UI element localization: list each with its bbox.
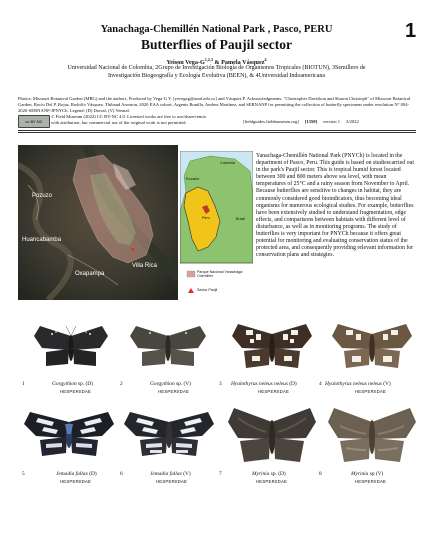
park-legend-swatch (187, 271, 195, 277)
specimen-number: 2 (120, 381, 123, 387)
family-label: HESPERIIDAE (60, 479, 92, 484)
specimen-name (52, 381, 93, 388)
map-label-huancabamba: Huancabamba (22, 237, 62, 243)
specimen-number: 1 (22, 381, 25, 387)
specimen-photo-1 (32, 322, 110, 372)
guide-number: [1350] (304, 119, 318, 124)
intro-paragraph: Yanachaga-Chemillén National Park (PNYCh) is located in the department of Pasco, Peru. This guide is based on studiescarried out in the park's Paujil sector. This is tropical humid forest located between 300 and 800 meters above sea level, with mean temperatures of 25°C and a rainy season from November to April. Because butterflies are sensitive to changes in habitat, they are commonly considered good bioindicators, thus becoming ideal organisms for numerous ecological studies. For example, butterflies have been extensively studied to understand fragmentation, edge effects, and comparisons between habitats with different level of disturbance, as well as in monitoring programs. The study of butterflies is very important for PNYCh because it offers great potential for monitoring and evaluating conservation status of the protected area, and consequently providing relevant information for conservation plans and strategies. (256, 153, 414, 259)
specimen-number: 5 (22, 471, 25, 477)
view-label: (D) (287, 381, 297, 387)
inset-map (180, 151, 253, 301)
authors: Yeison Vega-$G^{1,2,3}$ & Pamela Vásquez$^4$ (166, 57, 267, 67)
specimen-photo-3 (230, 318, 314, 374)
species-name: Gorgythion (150, 381, 175, 387)
inset-label-ecuador: Ecuador (186, 177, 200, 181)
specimen-number: 8 (319, 471, 322, 477)
view-label: sp. (V) (174, 381, 191, 387)
specimen-number: 4 (319, 381, 322, 387)
legend-sector-label: Sector Paujil (197, 288, 218, 292)
specimen-photo-6 (124, 410, 214, 460)
affiliation-line-1: Universidad Nacional de Colombia, 2Grupo de Investigación Biología de Organismos Tropicales (BIOTUN), 3Semillero de (67, 65, 366, 71)
family-label: HESPERIIDAE (156, 479, 188, 484)
specimen-number: 3 (219, 381, 222, 387)
inset-label-brasil: Brasil (236, 217, 245, 221)
divider (18, 132, 416, 133)
specimen-number: 6 (120, 471, 123, 477)
cc-license-icon: cc BY NC (18, 115, 50, 128)
specimen-name (252, 471, 286, 478)
license-text (51, 114, 241, 126)
inset-label-peru: Peru (202, 216, 210, 220)
species-name: Gorgythion (52, 381, 77, 387)
specimen-name (56, 471, 97, 478)
family-label: HESPERIIDAE (355, 389, 387, 394)
map-label-oxapampa: Oxapampa (75, 271, 105, 277)
website-link[interactable]: [fieldguides.fieldmuseum.org] (243, 119, 299, 124)
family-label: HESPERIIDAE (355, 479, 387, 484)
map-label-pozuzo: Pozuzo (32, 193, 53, 199)
specimen-photo-4 (330, 318, 414, 374)
license-line-2: with attribution, but commercial use of the original work is not permitted. (51, 120, 187, 125)
specimen-photo-7 (228, 404, 316, 468)
family-label: HESPERIIDAE (256, 479, 288, 484)
specimen-photo-2 (128, 322, 208, 372)
species-name: Hyalothyrus neleus neleus (325, 381, 382, 387)
specimen-photo-5 (24, 410, 114, 460)
view-label: (V) (381, 381, 391, 387)
affiliations (28, 65, 405, 80)
specimen-name (325, 381, 391, 388)
legend-park-label: Parque Nacional Yanachaga Chemillén (197, 270, 243, 279)
satellite-map (18, 145, 178, 300)
view-label: sp. (D) (269, 471, 286, 477)
specimen-photo-8 (328, 404, 416, 468)
affiliation-line-2: Investigación Biogeografía y Ecología Evolutiva (BEEN), & 4Universidad Indoamericana (107, 72, 326, 79)
view-label: (D) (87, 471, 97, 477)
photo-credits: Photos: Missouri Botanical Garden (MBG) and the authors. Produced by Vega-G Y. [yevegag@unal.edu.co] and Vásquez P. Acknowledgments: "Christopher Davidson and Sharon Christoph" of Missouri Botanical Garden, Rocío Del P. Rojas, Rodolfo Vásquez, Thibaud Aronson, 2020 EAA cohort, Argenis Bonilla, Andrea Martínez, and SERNANP for permitting the collection of butterfly specimens under resolution N° 004-2020-SERNANP-JPNYCh. Legend: (D) Dorsal, (V) Ventral. (18, 96, 411, 113)
species-name: Jemadia fallax (56, 471, 88, 477)
view-label: (V) (181, 471, 191, 477)
specimen-name (150, 381, 191, 388)
inset-label-colombia: Colombia (220, 161, 236, 165)
family-label: HESPERIIDAE (258, 389, 290, 394)
date: 3/2022 (346, 119, 359, 124)
species-name: Myrinia (351, 471, 369, 477)
family-label: HESPERIIDAE (158, 389, 190, 394)
guide-title: Butterflies of Paujil sector (140, 37, 293, 52)
sector-legend-icon (188, 288, 194, 293)
version: version 1 (323, 119, 341, 124)
license-block (18, 114, 418, 128)
specimen-number: 7 (219, 471, 222, 477)
species-name: Jemadia fallax (150, 471, 182, 477)
species-name: Myrinia (252, 471, 270, 477)
species-name: Hyalothyrus neleus neleus (231, 381, 288, 387)
specimen-name (351, 471, 383, 478)
license-line-1: © Field Museum (2022) CC BY-NC 4.0. Licensed works are free to use/share/remix (51, 114, 207, 119)
guide-meta (243, 119, 359, 124)
location-title: Yanachaga-Chemillén National Park , Pasco, PERU (100, 24, 333, 35)
specimen-name (150, 471, 191, 478)
view-label: sp. (D) (76, 381, 93, 387)
divider (18, 130, 416, 131)
view-label: sp (V) (368, 471, 384, 477)
page-number: 1 (405, 20, 417, 42)
map-label-villa-rica: Villa Rica (132, 263, 157, 269)
family-label: HESPERIIDAE (60, 389, 92, 394)
specimen-name (231, 381, 297, 388)
